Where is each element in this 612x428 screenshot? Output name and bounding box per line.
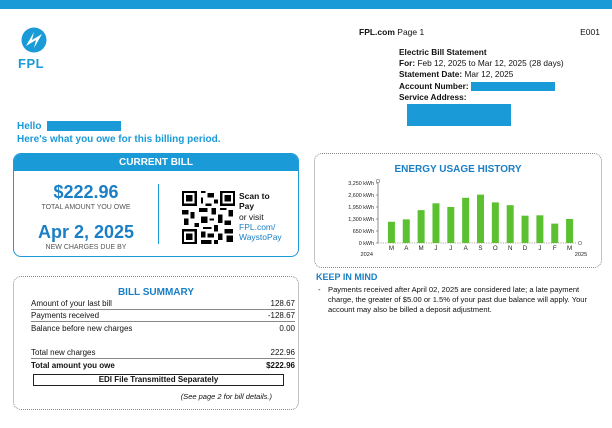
summary-row-value: $222.96 bbox=[266, 361, 295, 370]
summary-row-label: Total amount you owe bbox=[31, 361, 115, 370]
total-amount-label: TOTAL AMOUNT YOU OWE bbox=[41, 204, 131, 211]
keep-in-mind-body bbox=[318, 285, 606, 315]
y-tick-label: 3,250 kWh bbox=[348, 181, 374, 188]
summary-row bbox=[31, 311, 295, 322]
usage-bar bbox=[507, 205, 514, 243]
top-accent-bar bbox=[0, 0, 612, 9]
x-tick-label: M bbox=[388, 245, 395, 252]
energy-usage-chart bbox=[315, 154, 603, 269]
scan-line-1: Scan to bbox=[239, 191, 270, 201]
statement-date-value: Mar 12, 2025 bbox=[464, 69, 514, 80]
account-number-redaction bbox=[471, 82, 555, 91]
page-number: Page 1 bbox=[397, 27, 425, 37]
statement-date-label: Statement Date: bbox=[399, 69, 463, 80]
qr-code-icon[interactable] bbox=[182, 191, 235, 244]
keep-in-mind-title: KEEP IN MIND bbox=[316, 272, 378, 282]
logo-text: FPL bbox=[18, 56, 45, 71]
customer-name-redaction bbox=[47, 121, 121, 131]
pay-link-line-1[interactable]: FPL.com/ bbox=[239, 221, 276, 232]
summary-row-value: -128.67 bbox=[267, 311, 295, 320]
y-tick-label: 0 kWh bbox=[358, 241, 374, 248]
usage-bar bbox=[403, 219, 410, 243]
scan-line-3: or visit bbox=[239, 211, 264, 222]
period-label: For: bbox=[399, 58, 416, 69]
scan-to-pay-text bbox=[239, 191, 299, 242]
energy-usage-card bbox=[314, 153, 602, 268]
usage-bar bbox=[477, 195, 484, 243]
summary-total-row bbox=[31, 361, 295, 372]
scan-line-2: Pay bbox=[239, 201, 255, 212]
summary-row-value: 222.96 bbox=[270, 348, 295, 357]
x-tick-label: S bbox=[478, 245, 483, 252]
usage-bar bbox=[551, 224, 558, 243]
due-date: Apr 2, 2025 bbox=[37, 222, 135, 242]
y-tick-label: 650 kWh bbox=[352, 229, 374, 236]
statement-title: Electric Bill Statement bbox=[399, 47, 487, 57]
usage-bar bbox=[566, 219, 573, 243]
usage-bar bbox=[418, 210, 425, 243]
keep-in-mind-item: - Payments received after April 02, 2025 are considered late; a late payment charge, the greater of $5.00 or 1.5% of your past due balance will apply. Your account may also be billed a deposit adjustment. bbox=[318, 285, 606, 315]
usage-bar bbox=[432, 203, 439, 243]
y-tick-label: 1,300 kWh bbox=[348, 217, 374, 224]
x-tick-label: J bbox=[449, 245, 453, 252]
usage-bar bbox=[536, 215, 543, 243]
usage-bar bbox=[447, 207, 454, 243]
total-amount: $222.96 bbox=[53, 182, 119, 202]
pay-link-line-2[interactable]: WaystoPay bbox=[239, 232, 282, 243]
x-axis-end-marker bbox=[578, 241, 582, 245]
x-tick-label: N bbox=[507, 245, 513, 252]
summary-row-value: 0.00 bbox=[279, 324, 295, 333]
summary-row-label: Balance before new charges bbox=[31, 324, 133, 333]
year-end-label: 2025 bbox=[574, 252, 588, 258]
usage-bar bbox=[522, 216, 529, 243]
usage-bar bbox=[388, 222, 395, 243]
summary-row-label: Total new charges bbox=[31, 348, 96, 357]
summary-row-label: Amount of your last bill bbox=[31, 299, 112, 308]
greeting bbox=[17, 121, 121, 132]
service-address-redaction bbox=[407, 104, 511, 126]
bill-summary-card bbox=[13, 276, 299, 410]
y-tick-label: 1,950 kWh bbox=[348, 205, 374, 212]
bill-summary-title: BILL SUMMARY bbox=[117, 287, 195, 298]
summary-row bbox=[31, 299, 295, 310]
summary-row bbox=[31, 348, 295, 359]
x-tick-label: J bbox=[434, 245, 438, 252]
due-date-label: NEW CHARGES DUE BY bbox=[45, 244, 127, 251]
site-name[interactable]: FPL.com bbox=[359, 27, 395, 37]
page-code: E001 bbox=[580, 27, 600, 37]
service-address-label: Service Address: bbox=[399, 91, 467, 102]
summary-row-value: 128.67 bbox=[270, 299, 295, 308]
greeting-subtitle: Here's what you owe for this billing period. bbox=[17, 134, 221, 145]
x-tick-label: A bbox=[463, 245, 468, 252]
see-page-note: (See page 2 for bill details.) bbox=[180, 392, 272, 401]
card-divider bbox=[158, 184, 159, 244]
usage-bar bbox=[462, 198, 469, 243]
current-bill-title: CURRENT BILL bbox=[14, 154, 298, 171]
edi-notice: EDI File Transmitted Separately bbox=[33, 374, 284, 386]
account-number-label: Account Number: bbox=[399, 80, 469, 91]
page-header bbox=[359, 27, 424, 37]
statement-info bbox=[399, 47, 564, 103]
x-tick-label: F bbox=[552, 245, 557, 252]
energy-usage-title: ENERGY USAGE HISTORY bbox=[394, 164, 522, 175]
greeting-hello: Hello bbox=[17, 121, 42, 132]
x-tick-label: O bbox=[492, 245, 498, 252]
x-tick-label: M bbox=[566, 245, 573, 252]
period-value: Feb 12, 2025 to Mar 12, 2025 (28 days) bbox=[417, 58, 564, 69]
x-tick-label: A bbox=[404, 245, 409, 252]
y-tick-label: 2,600 kWh bbox=[348, 193, 374, 200]
y-axis-end-marker bbox=[376, 179, 380, 183]
usage-bar bbox=[492, 202, 499, 243]
year-start-label: 2024 bbox=[360, 252, 373, 258]
summary-row-label: Payments received bbox=[31, 311, 100, 320]
x-tick-label: M bbox=[418, 245, 424, 252]
x-tick-label: J bbox=[538, 245, 542, 252]
x-tick-label: D bbox=[522, 245, 528, 252]
current-bill-card bbox=[13, 153, 299, 257]
summary-row bbox=[31, 324, 295, 335]
